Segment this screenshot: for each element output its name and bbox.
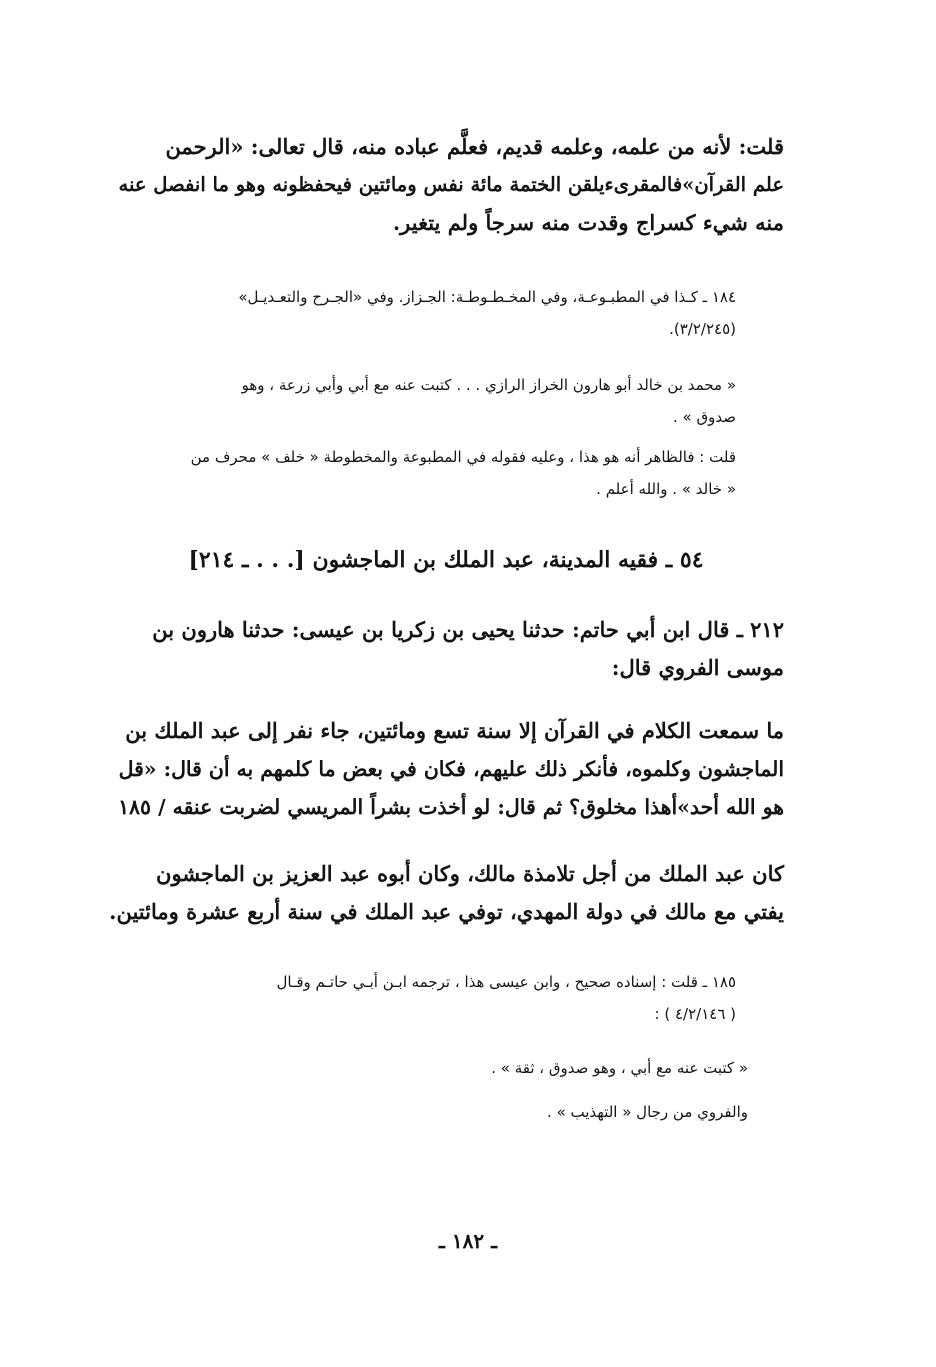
page-number-text: ـ ١٨٢ ـ xyxy=(439,1229,497,1253)
footnote-184-quote xyxy=(108,369,736,433)
text-line: يفتي مع مالك في دولة المهدي، توفي عبد الملك في سنة أربع عشرة ومائتين. xyxy=(109,899,784,924)
footnote-line: « خالد » . والله أعلم . xyxy=(596,480,736,498)
footnote-185 xyxy=(108,966,736,1030)
text-line: قلت: لأنه من علمه، وعلمه قديم، فعلَّم عباده منه، قال تعالى: «الرحمن xyxy=(165,134,784,159)
body-paragraph-3 xyxy=(108,712,784,826)
footnote-line: « كتبت عنه مع أبي ، وهو صدوق ، ثقة » . xyxy=(491,1059,748,1077)
footnote-185-quote xyxy=(408,1052,748,1084)
footnote-line: (٣/٢/٢٤٥). xyxy=(669,320,736,338)
footnote-line: ١٨٥ ـ قلت : إسناده صحيح ، وابن عيسى هذا ، ترجمه ابـن أبـي حاتـم وقـال xyxy=(276,973,736,991)
page-number xyxy=(368,1222,568,1260)
footnote-185-remark xyxy=(458,1096,748,1128)
footnote-line: ( ٤/٢/١٤٦ ) : xyxy=(654,1005,736,1023)
body-paragraph-2 xyxy=(108,611,784,687)
text-line: موسى الفروي قال: xyxy=(611,655,784,680)
footnote-184-remark xyxy=(108,441,736,505)
text-line: ٢١٢ ـ قال ابن أبي حاتم: حدثنا يحيى بن زكريا بن عيسى: حدثنا هارون بن xyxy=(152,617,784,642)
text-line: هو الله أحد»أهذا مخلوق؟ ثم قال: لو أخذت بشراً المريسي لضربت عنقه / ١٨٥ xyxy=(118,795,784,819)
footnote-line: والفروي من رجال « التهذيب » . xyxy=(547,1103,748,1121)
text-line: علم القرآن»فالمقرىءيلقن الختمة مائة نفس ومائتين فيحفظونه وهو ما انفصل عنه xyxy=(118,173,784,196)
footnote-line: « محمد بن خالد أبو هارون الخراز الرازي . . . كتبت عنه مع أبي وأبي زرعة ، وهو xyxy=(241,376,736,394)
text-line: منه شيء كسراج وقدت منه سرجاً ولم يتغير. xyxy=(392,210,784,235)
footnote-184 xyxy=(108,281,736,345)
heading-text: ٥٤ ـ فقيه المدينة، عبد الملك بن الماجشون [. . . ـ ٢١٤] xyxy=(188,547,704,573)
body-paragraph-4 xyxy=(108,855,784,931)
footnote-line: صدوق » . xyxy=(673,408,736,426)
section-heading xyxy=(108,541,784,579)
footnote-line: قلت : فالظاهر أنه هو هذا ، وعليه فقوله في المطبوعة والمخطوطة « خلف » محرف من xyxy=(190,448,736,466)
body-paragraph-1 xyxy=(108,128,784,242)
text-line: الماجشون وكلموه، فأنكر ذلك عليهم، فكان في بعض ما كلمهم به أن قال: «قل xyxy=(118,757,784,781)
text-line: كان عبد الملك من أجل تلامذة مالك، وكان أبوه عبد العزيز بن الماجشون xyxy=(156,861,784,886)
footnote-line: ١٨٤ ـ كـذا في المطبـوعـة، وفي المخـطـوطـة: الجـزاز. وفي «الجـرح والتعـديـل» xyxy=(238,288,736,306)
text-line: ما سمعت الكلام في القرآن إلا سنة تسع ومائتين، جاء نفر إلى عبد الملك بن xyxy=(125,718,784,743)
